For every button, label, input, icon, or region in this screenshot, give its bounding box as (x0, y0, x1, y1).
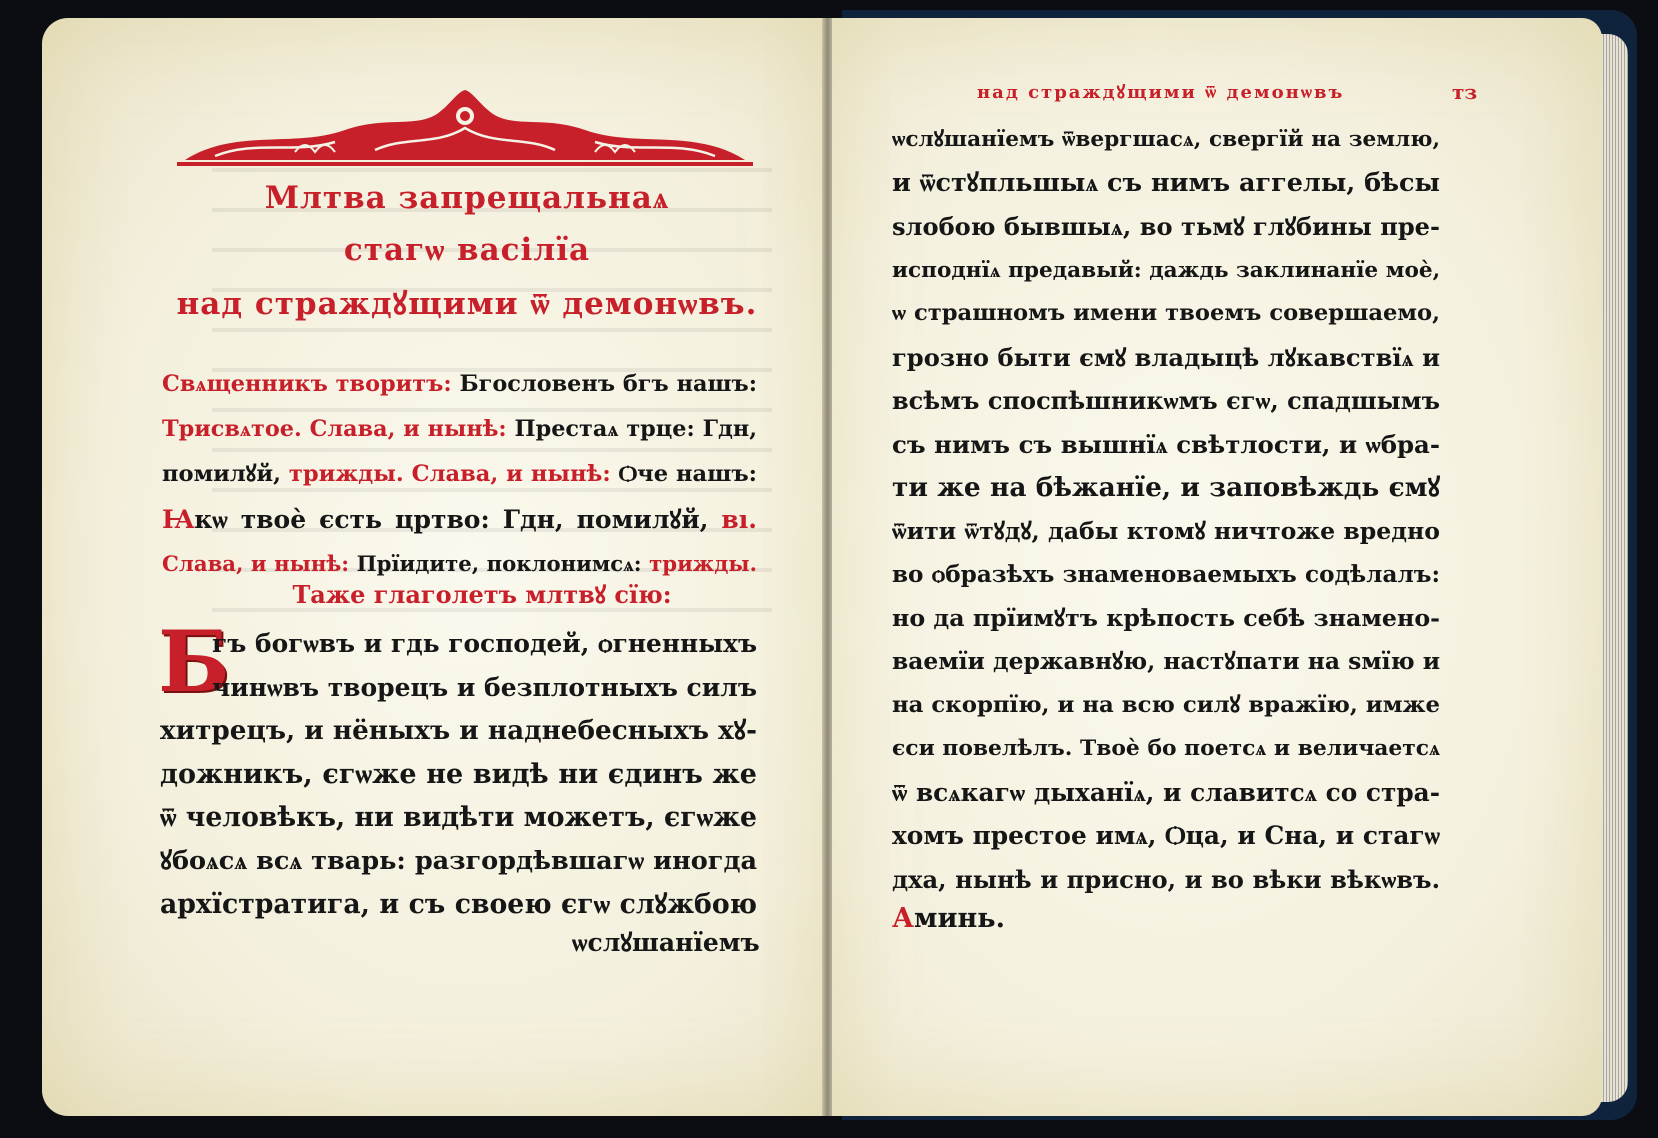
body-line: ѿ всѧкагѡ дыханїѧ, и славитсѧ со стра- (892, 777, 1440, 807)
rubric-prayer-intro: Таже глаголетъ млтвꙋ сїю: (292, 580, 672, 609)
body-line: ꙋбоѧсѧ всѧ тварь: разгордѣвшагѡ иногда (160, 845, 757, 876)
body-line: хитрецъ, и нёныхъ и наднебесныхъ хꙋ- (160, 715, 757, 746)
amen-rest: минь. (914, 903, 1005, 934)
body-line: на скорпїю, и на всю силꙋ вражїю, имже (892, 691, 1440, 718)
rubric-black-text: помилꙋй, (162, 461, 289, 487)
page-number: тз (1452, 80, 1478, 104)
amen-initial: А (892, 903, 914, 934)
body-line: єси повелѣлъ. Твоѐ бо поетсѧ и величаетсѧ (892, 736, 1440, 761)
body-line: ѿити ѿтꙋдꙋ, дабы ктомꙋ ничтоже вредно (892, 516, 1440, 545)
body-line: ѡ страшномъ имени твоемъ совершаемо, (892, 300, 1440, 326)
prayer-title-line-2: стагѡ васілїа (343, 232, 591, 268)
running-head: над страждꙋщими ѿ демонѡвъ (977, 82, 1345, 103)
body-line: съ нимъ съ вышнїѧ свѣтлости, и ѡбра- (892, 429, 1440, 459)
open-book (42, 10, 1627, 1122)
rubric-black-text: Бгословенъ бгъ нашъ: (459, 371, 757, 397)
rubric-line (162, 497, 757, 542)
left-body-text (160, 622, 758, 927)
body-line: ѡслꙋшанїемъ ѿвергшасѧ, свергїй на землю, (892, 127, 1440, 152)
prayer-title-line-1: Млтва запрещальнаѧ (264, 180, 670, 216)
body-line: чинѡвъ творецъ и безплотныхъ силъ (212, 672, 758, 702)
body-line: ѿ человѣкъ, ни видѣти можетъ, єгѡже (160, 802, 757, 833)
rubric-red-text: Слава, и нынѣ: (162, 552, 357, 577)
rubric-line (162, 452, 757, 497)
drop-cap-initial: Б (158, 612, 230, 711)
rubric-line (162, 407, 757, 452)
body-line: ѕлобою бывшыѧ, во тьмꙋ глꙋбины пре- (892, 212, 1440, 241)
body-line: во ѻбразѣхъ знаменоваемыхъ содѣлалъ: (892, 561, 1440, 588)
catchword: ѡслꙋшанїемъ (572, 928, 760, 957)
body-line: дожникъ, єгѡже не видѣ ни єдинъ же (160, 758, 757, 790)
rubric-red-text: Трисвѧтое. Слава, и нынѣ: (162, 416, 515, 442)
amen-line (892, 903, 1005, 934)
rubric-red-text: Свѧщенникъ творитъ: (162, 371, 460, 397)
rubric-red-text: Ꙗ (162, 505, 195, 534)
rubric-black-text: Престаѧ трце: Гдн, (514, 416, 757, 442)
rubric-black-text: Прїидите, поклонимсѧ: (356, 552, 650, 577)
right-body-text (892, 118, 1440, 901)
rubric-red-text: вı. (721, 505, 757, 534)
body-line: всѣмъ споспѣшникѡмъ єгѡ, спадшымъ (892, 386, 1440, 415)
body-line: грозно быти ємꙋ владыцѣ лꙋкавствїѧ и (892, 342, 1440, 372)
rubric-red-text: трижды. (649, 552, 757, 577)
rubric-black-text: Ѻче нашъ: (618, 461, 757, 487)
rubric-instructions (162, 362, 757, 587)
body-line: ваемїи державнꙋю, настꙋпати на ѕмїю и (892, 647, 1441, 675)
body-line: хомъ престое имѧ, Ѻца, и Сна, и стагѡ (892, 821, 1440, 850)
rubric-line (162, 362, 757, 407)
body-line: гъ богѡвъ и гдь господей, ѻгненныхъ (212, 629, 757, 658)
page-edges (1598, 34, 1628, 1102)
rubric-red-text: трижды. Слава, и нынѣ: (288, 461, 619, 487)
headpiece-ornament (175, 88, 755, 168)
body-line: ти же на бѣжанїе, и заповѣждь ємꙋ (892, 472, 1440, 503)
body-line: но да прїимꙋтъ крѣпость себѣ знамено- (892, 603, 1440, 632)
body-line: архїстратига, и съ своею єгѡ слꙋжбою (160, 889, 757, 920)
prayer-title-line-3: над страждꙋщими ѿ демонѡвъ. (176, 286, 758, 322)
body-line: исподнїѧ предавый: даждь заклинанїе моѐ, (892, 257, 1441, 283)
rubric-black-text: кѡ твоѐ єсть цртво: Гдн, помилꙋй, (194, 505, 722, 534)
body-line: и ѿстꙋпльшыѧ съ нимъ аггелы, бѣсы (892, 167, 1440, 198)
body-line: дха, нынѣ и присно, и во вѣки вѣкѡвъ. (892, 864, 1440, 894)
